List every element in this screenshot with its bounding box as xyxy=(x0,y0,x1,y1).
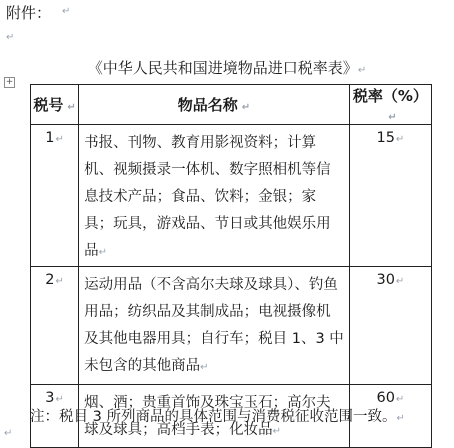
row-tax-number: 2↵ xyxy=(31,267,79,385)
row-tax-number: 3↵ xyxy=(31,385,79,448)
paragraph-mark-icon: ↵ xyxy=(395,276,405,287)
row-item-description: 运动用品（不含高尔夫球及球具）、钓鱼用品；纺织品及其制成品；电视摄像机及其他电器用具；自行车；税目 1、3 中未包含的其他商品↵ xyxy=(79,267,350,385)
title-text: 《中华人民共和国进境物品进口税率表》 xyxy=(87,59,358,77)
row-tax-rate: 15↵ xyxy=(349,125,431,267)
paragraph-mark-icon: ↵ xyxy=(272,426,281,437)
paragraph-mark-icon: ↵ xyxy=(395,394,405,405)
paragraph-mark-icon: ↵ xyxy=(388,112,397,123)
row-tax-rate: 60↵ xyxy=(349,385,431,448)
header-tax-number: 税号 ↵ xyxy=(31,85,79,125)
paragraph-mark-icon: ↵ xyxy=(396,413,405,424)
paragraph-mark-icon: ↵ xyxy=(4,428,13,439)
paragraph-mark-icon: ↵ xyxy=(98,247,107,258)
table-anchor-icon[interactable]: + xyxy=(5,77,14,87)
row-tax-number: 1↵ xyxy=(31,125,79,267)
paragraph-mark-icon: ↵ xyxy=(241,102,251,113)
attachment-label: 附件： xyxy=(6,4,52,22)
paragraph-mark-icon: ↵ xyxy=(67,102,76,113)
paragraph-mark-icon: ↵ xyxy=(62,6,71,17)
paragraph-mark-icon: ↵ xyxy=(6,32,15,43)
header-item-name: 物品名称 ↵ xyxy=(79,85,350,125)
table-row xyxy=(31,267,432,385)
row-tax-rate: 30↵ xyxy=(349,267,431,385)
table-row xyxy=(31,125,432,267)
paragraph-mark-icon: ↵ xyxy=(395,134,405,145)
row-item-description: 烟、酒；贵重首饰及珠宝玉石；高尔夫球及球具；高档手表；化妆品↵ xyxy=(79,385,350,448)
paragraph-mark-icon: ↵ xyxy=(55,394,64,405)
table-header-row xyxy=(31,85,432,125)
paragraph-mark-icon: ↵ xyxy=(55,276,64,287)
paragraph-mark-icon: ↵ xyxy=(55,134,64,145)
header-tax-rate: 税率（%）↵ xyxy=(349,85,431,125)
paragraph-mark-icon: ↵ xyxy=(357,65,367,76)
tax-rate-table xyxy=(30,84,432,448)
footnote: 注：税目 3 所列商品的具体范围与消费税征收范围一致。↵ xyxy=(30,409,405,425)
row-item-description: 书报、刊物、教育用影视资料；计算机、视频摄录一体机、数字照相机等信息技术产品；食品、饮料；金银；家具；玩具，游戏品、节日或其他娱乐用品↵ xyxy=(79,125,350,267)
document-title xyxy=(0,57,454,78)
paragraph-mark-icon: ↵ xyxy=(200,362,209,373)
